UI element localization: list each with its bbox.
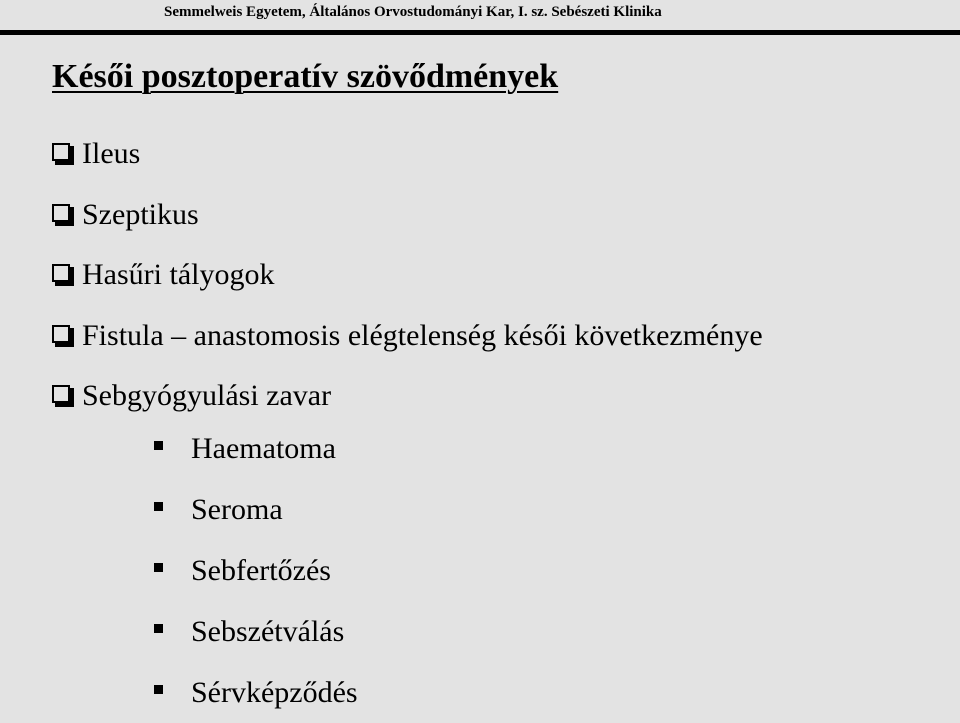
list-item [52, 245, 763, 306]
sub-list-item-label: Haematoma [191, 431, 336, 465]
sub-list-item-label: Sebfertőzés [191, 553, 331, 587]
list-item [52, 306, 763, 367]
square-bullet-icon [154, 441, 163, 450]
square-bullet-icon [154, 563, 163, 572]
sub-list-item [154, 540, 358, 601]
sub-bullet-list [154, 418, 358, 723]
institution-name: Semmelweis Egyetem, Általános Orvostudományi Kar, I. sz. Sebészeti Klinika [164, 4, 662, 20]
header-divider [0, 30, 960, 35]
sub-list-item [154, 418, 358, 479]
sub-list-item [154, 662, 358, 723]
checkbox-icon [52, 325, 74, 347]
sub-list-item-label: Sebszétválás [191, 614, 345, 648]
slide-header [0, 0, 960, 36]
list-item-label: Fistula – anastomosis elégtelenség késői következménye [82, 318, 763, 352]
slide-title: Késői posztoperatív szövődmények [52, 58, 559, 95]
square-bullet-icon [154, 502, 163, 511]
bullet-list [52, 124, 763, 427]
checkbox-icon [52, 385, 74, 407]
sub-list-item [154, 479, 358, 540]
list-item-label: Ileus [82, 137, 141, 171]
list-item-label: Szeptikus [82, 197, 199, 231]
square-bullet-icon [154, 624, 163, 633]
checkbox-icon [52, 143, 74, 165]
sub-list-item [154, 601, 358, 662]
list-item [52, 124, 763, 185]
checkbox-icon [52, 264, 74, 286]
list-item-label: Hasűri tályogok [82, 258, 275, 292]
sub-list-item-label: Seroma [191, 492, 283, 526]
sub-list-item-label: Sérvképződés [191, 675, 358, 709]
checkbox-icon [52, 204, 74, 226]
list-item [52, 185, 763, 246]
list-item-label: Sebgyógyulási zavar [82, 379, 332, 413]
square-bullet-icon [154, 685, 163, 694]
